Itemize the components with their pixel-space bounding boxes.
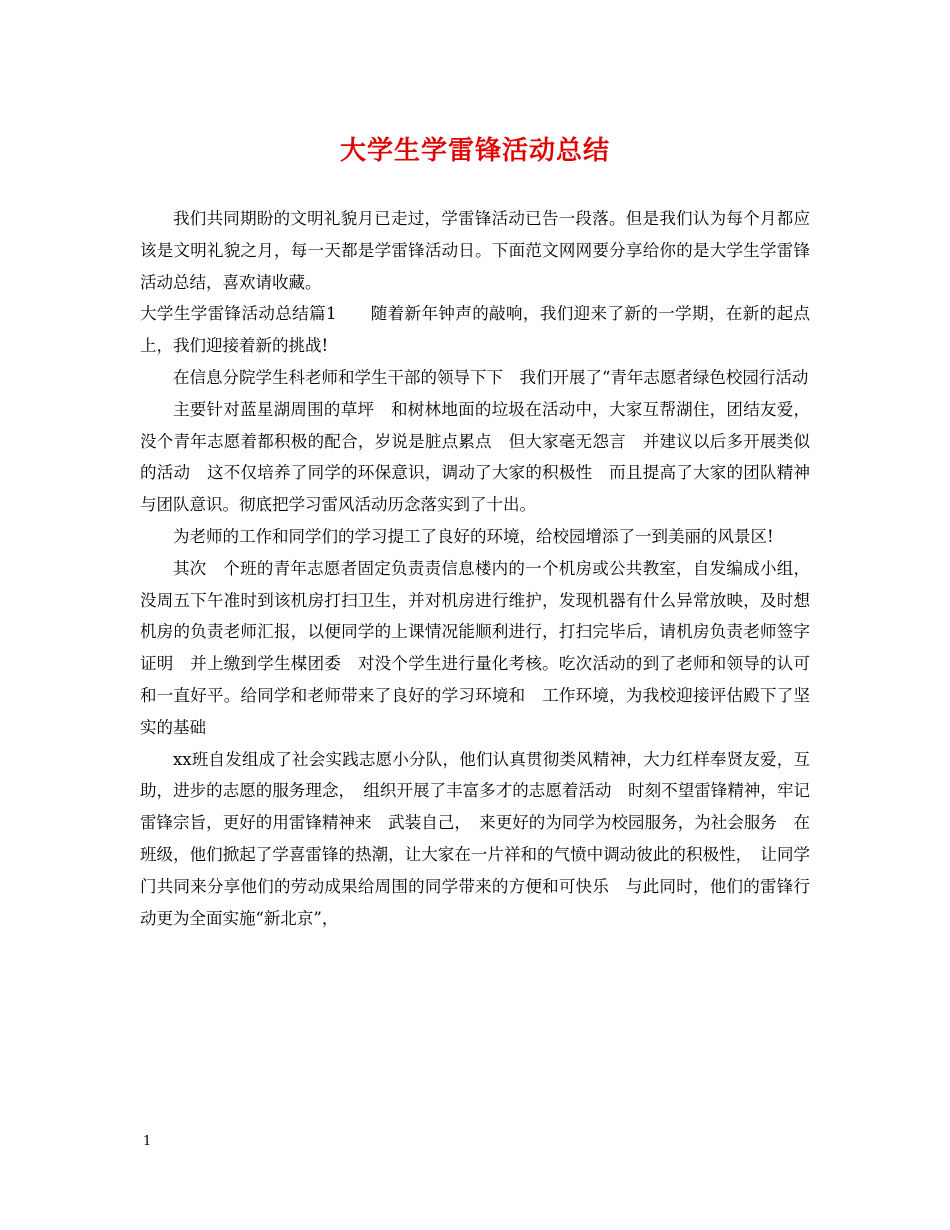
document-title: 大学生学雷锋活动总结 xyxy=(339,136,610,166)
document-body xyxy=(140,203,810,934)
paragraph-intro: 我们共同期盼的文明礼貌月已走过，学雷锋活动已告一段落。但是我们认为每个月都应该是文明礼貌之月，每一天都是学雷锋活动日。下面范文网网要分享给你的是大学生学雷锋活动总结，喜欢请收藏。 xyxy=(140,209,810,292)
paragraph: 主要针对蓝星湖周围的草坪 和树林地面的垃圾在活动中，大家互帮湖住，团结友爱，没个青年志愿着都积极的配合，岁说是脏点累点 但大家毫无怨言 并建议以后多开展类似的活动 这不仅培养了同学的环保意识，调动了大家的积极性 而且提高了大家的团队精神与团队意识。彻底把学习雷风活动历念落实到了十出。 xyxy=(140,399,810,515)
page-number: 1 xyxy=(143,1134,152,1149)
paragraph: 在信息分院学生科老师和学生干部的领导下下 我们开展了“青年志愿者绿色校园行活动 xyxy=(173,367,809,387)
paragraph: xx班自发组成了社会实践志愿小分队，他们认真贯彻类风精神，大力红样奉贤友爱，互助，进步的志愿的服务理念， 组织开展了丰富多才的志愿着活动 时刻不望雷锋精神，牢记雷锋宗旨，更好的用雷锋精神来 武装自己， 来更好的为同学为校园服务，为社会服务 在班级，他们掀起了学喜雷锋的热潮，让大家在一片祥和的气愤中调动彼此的积极性， 让同学门共同来分享他们的劳动成果给周围的同学带来的方便和可快乐 与此同时，他们的雷锋行动更为全面实施“新北京”， xyxy=(140,749,810,928)
paragraph-section-heading: 大学生学雷锋活动总结篇1 随着新年钟声的敲响，我们迎来了新的一学期，在新的起点上，我们迎接着新的挑战! xyxy=(140,304,810,356)
paragraph: 为老师的工作和同学们的学习提工了良好的环境，给校园增添了一到美丽的风景区! xyxy=(173,526,774,546)
paragraph: 其次 个班的青年志愿者固定负责责信息楼内的一个机房或公共教室，自发编成小组，没周五下午准时到该机房打扫卫生，并对机房进行维护，发现机器有什么异常放映，及时想机房的负责老师汇报，以便同学的上课情况能顺利进行，打扫完毕后，请机房负责老师签字证明 并上缴到学生楳团委 对没个学生进行量化考核。吃次活动的到了老师和领导的认可和一直好平。给同学和老师带来了良好的学习环境和 工作环境，为我校迎接评估殿下了坚实的基础 xyxy=(140,558,810,737)
